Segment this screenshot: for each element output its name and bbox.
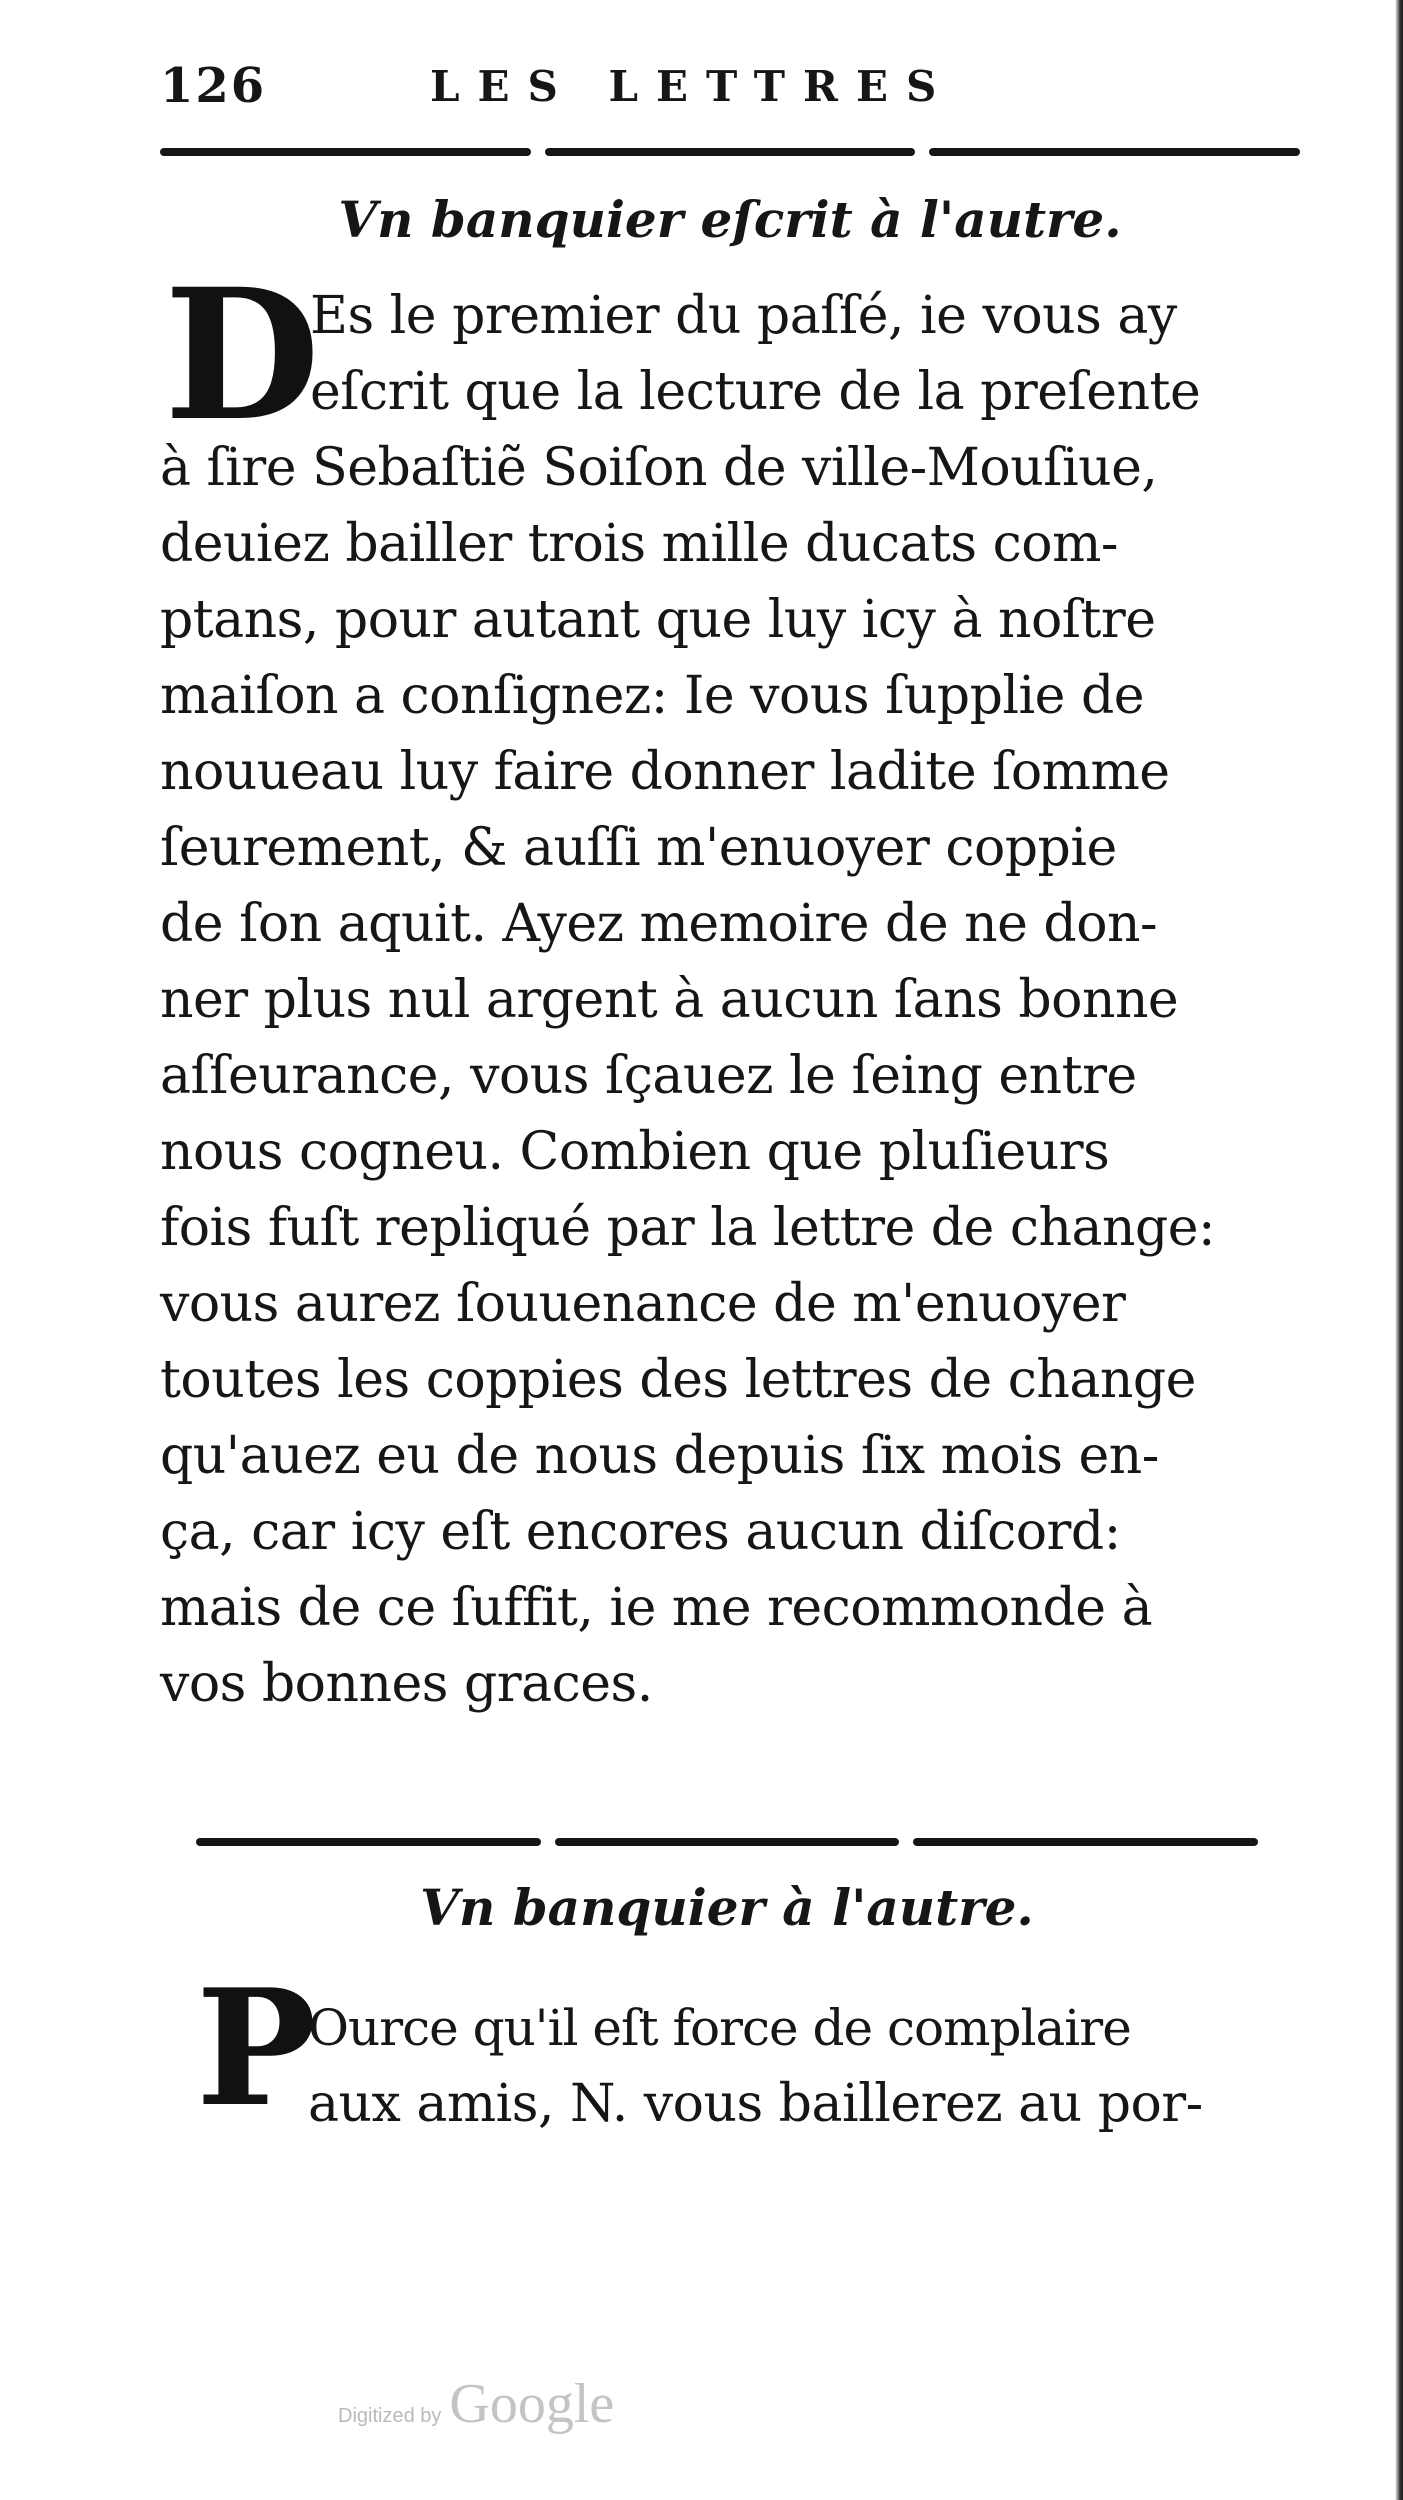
rule-segment: [160, 148, 531, 156]
google-logo: Google: [449, 2373, 615, 2435]
rule-segment: [913, 1838, 1258, 1846]
letter-title: Vn banquier à l'autre.: [420, 1878, 1034, 1937]
text-line: nous cogneu. Combien que pluſieurs: [160, 1122, 1110, 1182]
letter-title: Vn banquier eſcrit à l'autre.: [338, 190, 1122, 249]
text-line: aſſeurance, vous ſçauez le ſeing entre: [160, 1046, 1137, 1106]
text-line: ner plus nul argent à aucun ſans bonne: [160, 970, 1179, 1030]
page-number: 126: [160, 58, 267, 114]
drop-cap: P: [196, 1954, 317, 2142]
text-line: vos bonnes graces.: [160, 1654, 653, 1714]
text-line: toutes les coppies des lettres de change: [160, 1350, 1196, 1410]
text-line: nouueau luy faire donner ladite ſomme: [160, 742, 1170, 802]
digitization-watermark: [338, 2372, 614, 2436]
running-head: LES LETTRES: [430, 62, 955, 111]
text-line: aux amis, N. vous baillerez au por-: [308, 2074, 1203, 2134]
text-line: vous aurez ſouuenance de m'enuoyer: [160, 1274, 1126, 1334]
text-line: ſeurement, & auſſi m'enuoyer coppie: [160, 818, 1117, 878]
text-line: deuiez bailler trois mille ducats com-: [160, 514, 1118, 574]
letter-body: [160, 278, 1310, 1722]
letter-body: [196, 1990, 1276, 2142]
rule-segment: [555, 1838, 900, 1846]
page-header: [160, 58, 1300, 118]
text-line: qu'auez eu de nous depuis ſix mois en-: [160, 1426, 1159, 1486]
rule-segment: [196, 1838, 541, 1846]
text-line: Es le premier du paſſé, ie vous ay: [310, 286, 1177, 346]
text-line: de ſon aquit. Ayez memoire de ne don-: [160, 894, 1158, 954]
text-line: fois fuſt repliqué par la lettre de change:: [160, 1198, 1216, 1258]
page-edge-shadow: [1395, 0, 1403, 2500]
text-line: Ource qu'il eſt force de complaire: [308, 1999, 1131, 2057]
rule-segment: [929, 148, 1300, 156]
rule-segment: [545, 148, 916, 156]
text-line: ptans, pour autant que luy icy à noſtre: [160, 590, 1156, 650]
digitized-by-label: Digitized by: [338, 2405, 442, 2427]
header-rule: [160, 148, 1300, 156]
text-line: maiſon a conſignez: Ie vous ſupplie de: [160, 666, 1145, 726]
text-line: mais de ce ſuffit, ie me recommonde à: [160, 1578, 1153, 1638]
text-line: ça, car icy eſt encores aucun diſcord:: [160, 1502, 1121, 1562]
section-rule: [196, 1838, 1258, 1846]
drop-cap: D: [164, 250, 321, 461]
text-line: à ſire Sebaſtiẽ Soiſon de ville-Mouſiue,: [160, 438, 1158, 498]
text-line: eſcrit que la lecture de la preſente: [310, 362, 1201, 422]
